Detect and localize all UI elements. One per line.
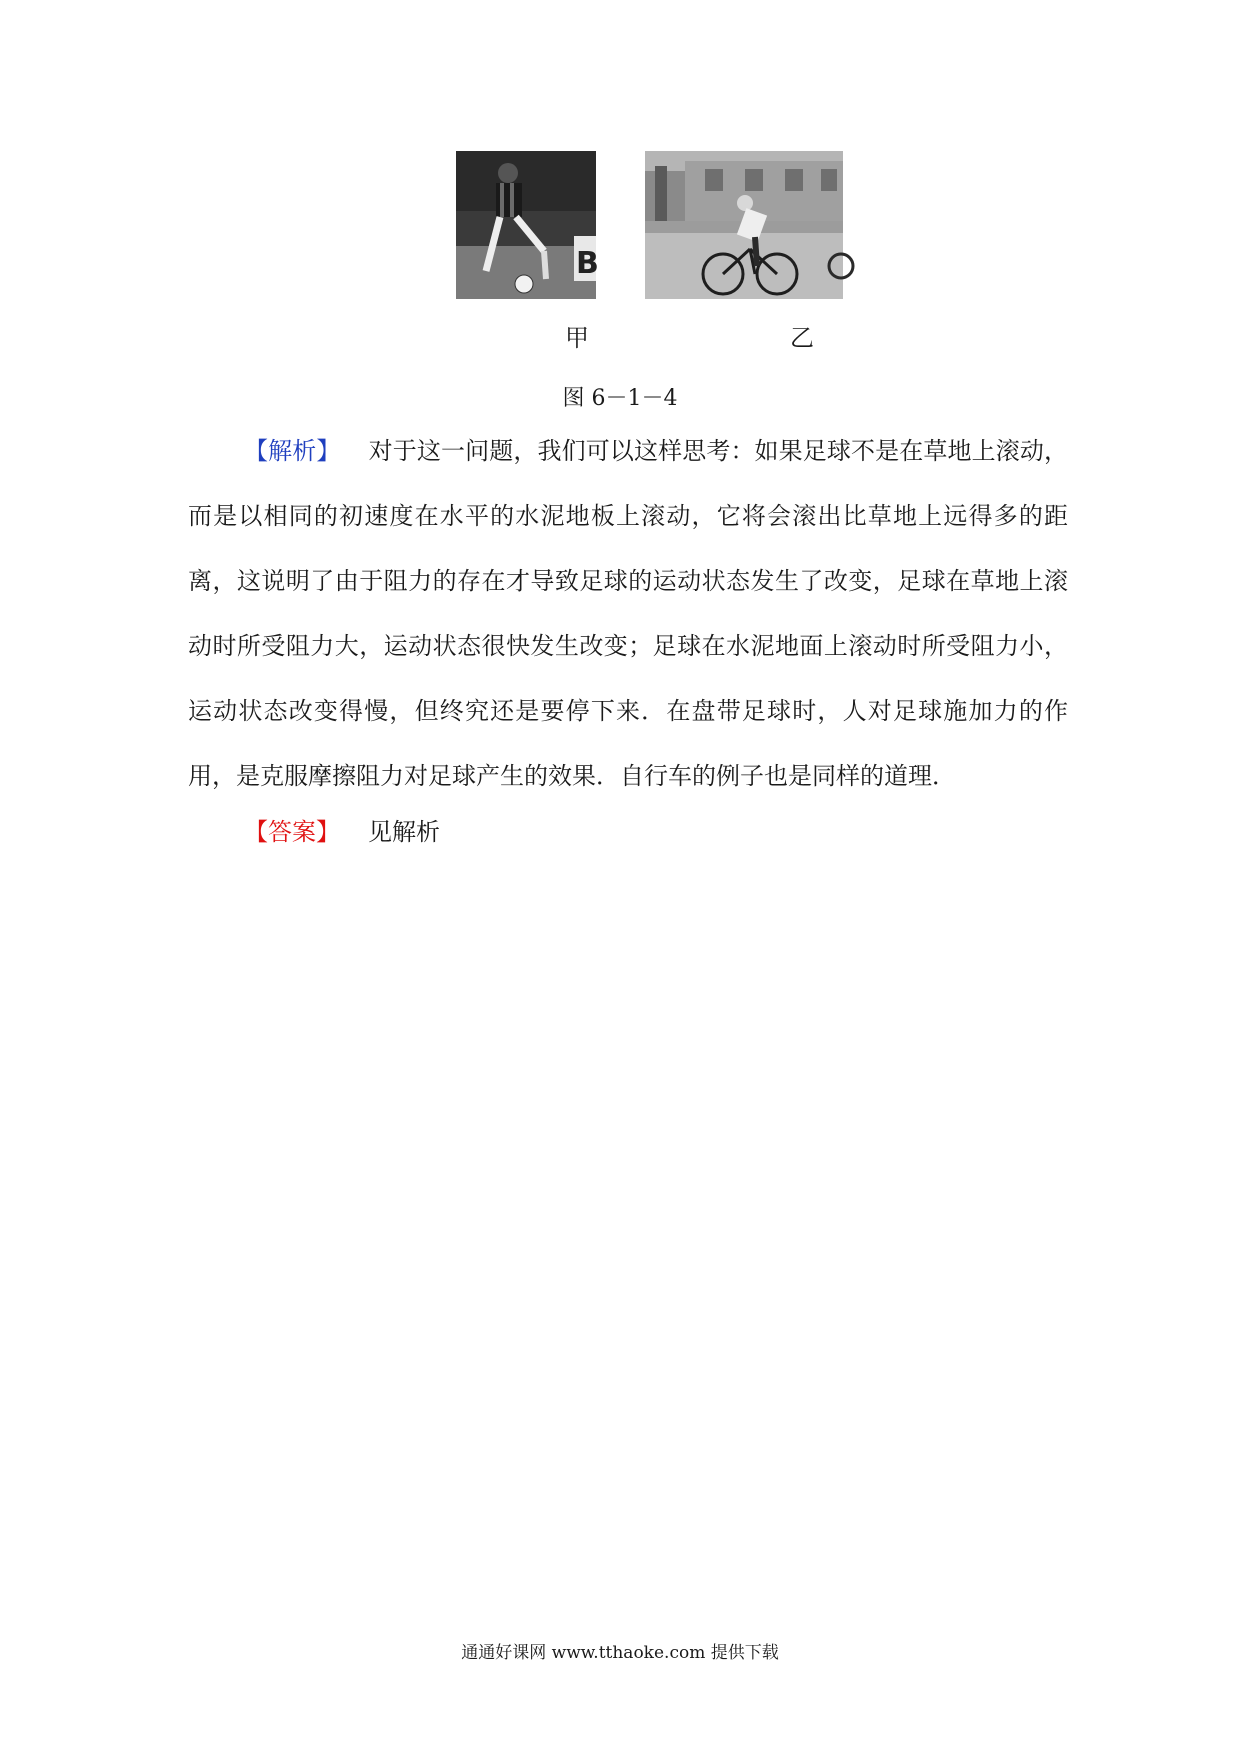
panel-label-b: 乙: [790, 324, 814, 352]
analysis-tag: 【解析】: [244, 437, 341, 465]
answer-tag: 【答案】: [244, 818, 340, 846]
page-footer: 通通好课网 www.tthaoke.com 提供下载: [461, 1643, 779, 1663]
svg-text:B: B: [576, 246, 599, 281]
panel-label-a: 甲: [565, 324, 589, 352]
cyclist-photo: [645, 151, 843, 299]
analysis-paragraph: [188, 419, 1068, 809]
analysis-text: 对于这一问题，我们可以这样思考：如果足球不是在草地上滚动，而是以相同的初速度在水平的水泥地板上滚动，它将会滚出比草地上远得多的距离，这说明了由于阻力的存在才导致足球的运动状态发生了改变，足球在草地上滚动时所受阻力大，运动状态很快发生改变；足球在水泥地面上滚动时所受阻力小，运动状态改变得慢，但终究还是要停下来．在盘带足球时，人对足球施加力的作用，是克服摩擦阻力对足球产生的效果．自行车的例子也是同样的道理．: [188, 437, 1069, 790]
figure-caption: 图 6－1－4: [562, 386, 678, 411]
answer-paragraph: [188, 800, 1068, 865]
soccer-player-photo: [456, 151, 599, 299]
answer-text: 见解析: [368, 818, 440, 846]
